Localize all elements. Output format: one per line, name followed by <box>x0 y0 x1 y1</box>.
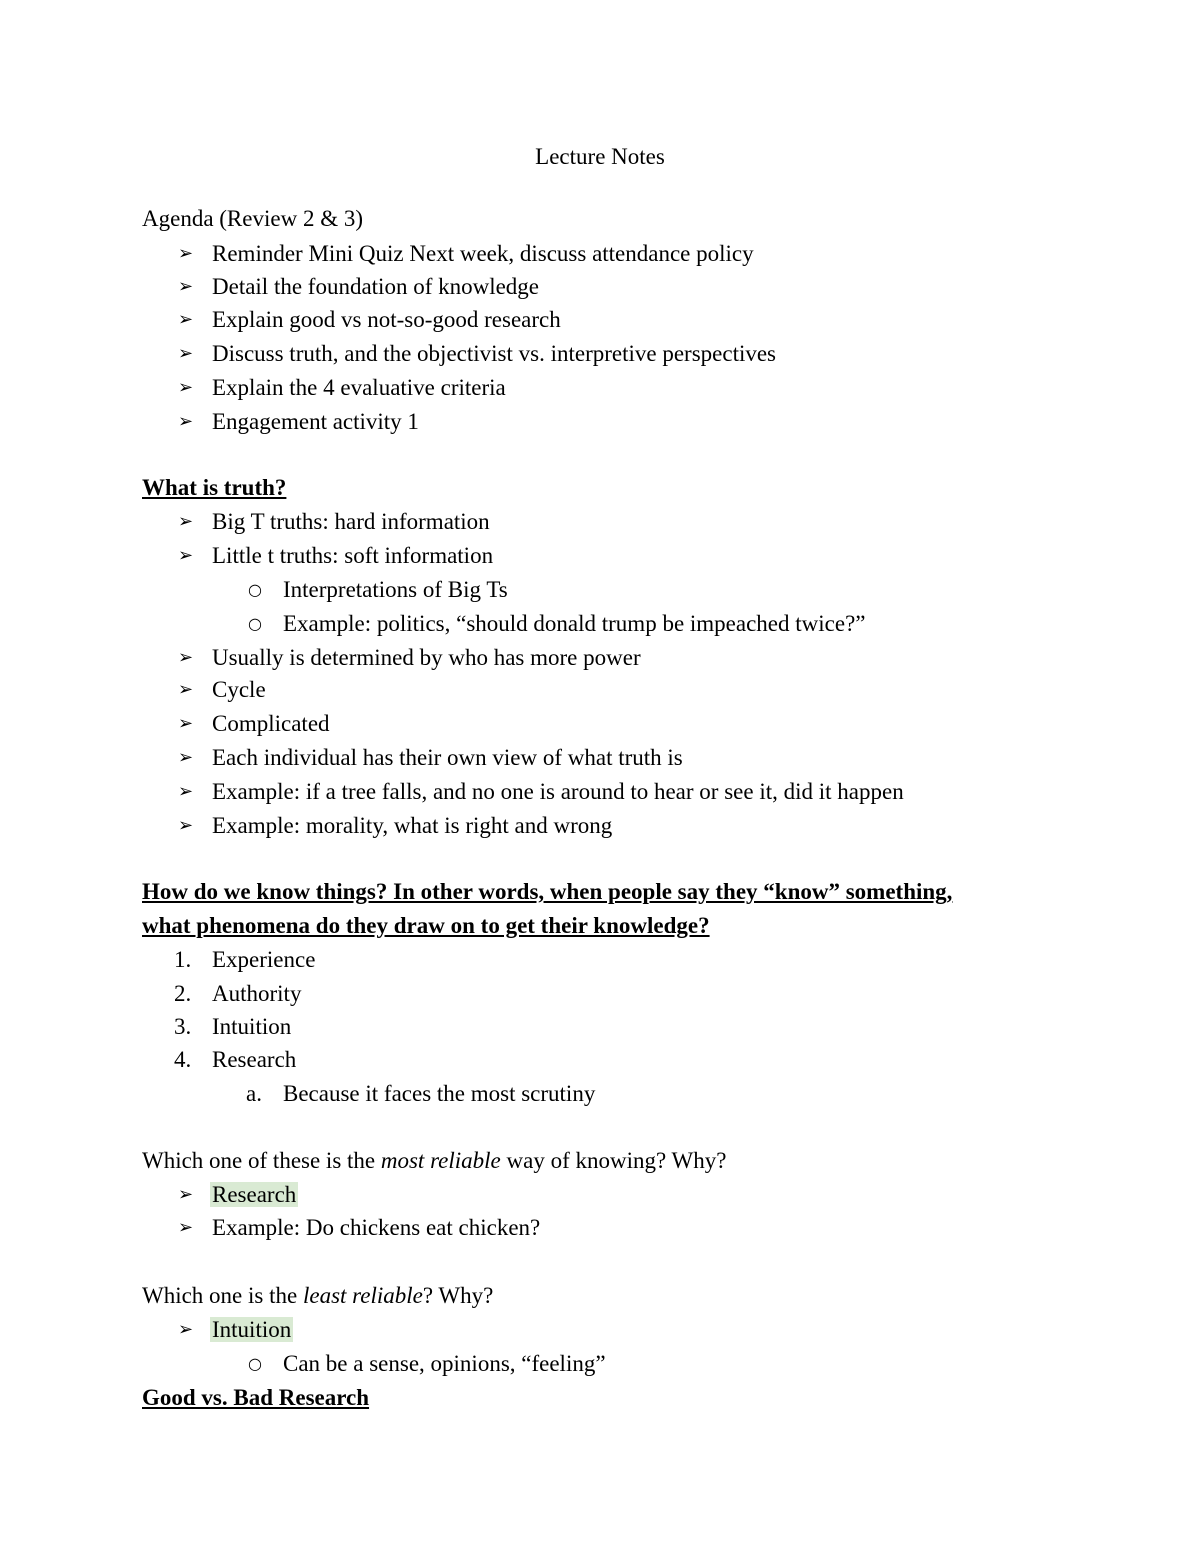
list-item: Example: morality, what is right and wrong <box>212 813 613 838</box>
arrow-bullet-icon: ➢ <box>178 545 194 566</box>
circle-bullet-icon: ○ <box>248 580 262 599</box>
question-text: Which one is the <box>142 1283 303 1308</box>
list-item: Intuition <box>212 1014 292 1039</box>
arrow-bullet-icon: ➢ <box>178 679 194 700</box>
least-reliable-question <box>142 1281 493 1311</box>
list-number: 1. <box>174 947 192 972</box>
list-item: Research <box>212 1047 297 1072</box>
list-item <box>212 1180 298 1210</box>
arrow-bullet-icon: ➢ <box>178 309 194 330</box>
highlighted-answer: Research <box>212 1182 297 1207</box>
question-text: ? Why? <box>422 1283 494 1308</box>
arrow-bullet-icon: ➢ <box>178 411 194 432</box>
list-item: Complicated <box>212 711 330 736</box>
question-emphasis: least reliable <box>302 1283 423 1308</box>
question-text: Which one of these is the <box>142 1148 381 1173</box>
arrow-bullet-icon: ➢ <box>178 377 194 398</box>
arrow-bullet-icon: ➢ <box>178 1217 194 1238</box>
knowing-heading-line2: what phenomena do they draw on to get their knowledge? <box>142 913 710 938</box>
circle-bullet-icon: ○ <box>248 1354 262 1373</box>
list-item: Authority <box>212 981 302 1006</box>
most-reliable-question <box>142 1146 726 1176</box>
list-item: Cycle <box>212 677 266 702</box>
list-item: Big T truths: hard information <box>212 509 490 534</box>
sub-list-item: Example: politics, “should donald trump be impeached twice?” <box>283 611 866 636</box>
sub-list-item: Because it faces the most scrutiny <box>283 1081 596 1106</box>
arrow-bullet-icon: ➢ <box>178 511 194 532</box>
arrow-bullet-icon: ➢ <box>178 243 194 264</box>
list-number: 4. <box>174 1047 192 1072</box>
arrow-bullet-icon: ➢ <box>178 713 194 734</box>
knowing-heading-line1: How do we know things? In other words, when people say they “know” something, <box>142 879 953 904</box>
arrow-bullet-icon: ➢ <box>178 815 194 836</box>
page-title: Lecture Notes <box>535 144 665 169</box>
sub-list-item: Interpretations of Big Ts <box>283 577 508 602</box>
list-number: 3. <box>174 1014 192 1039</box>
list-item: Engagement activity 1 <box>212 409 419 434</box>
arrow-bullet-icon: ➢ <box>178 747 194 768</box>
list-item: Usually is determined by who has more power <box>212 645 641 670</box>
truth-heading: What is truth? <box>142 475 287 500</box>
question-emphasis: most reliable <box>380 1148 501 1173</box>
list-item: Explain good vs not-so-good research <box>212 307 561 332</box>
arrow-bullet-icon: ➢ <box>178 1319 194 1340</box>
arrow-bullet-icon: ➢ <box>178 343 194 364</box>
good-bad-heading: Good vs. Bad Research <box>142 1385 370 1410</box>
list-item: Little t truths: soft information <box>212 543 494 568</box>
list-item: Reminder Mini Quiz Next week, discuss attendance policy <box>212 241 754 266</box>
list-item: Explain the 4 evaluative criteria <box>212 375 506 400</box>
arrow-bullet-icon: ➢ <box>178 276 194 297</box>
list-item <box>212 1315 293 1345</box>
sub-list-item: Can be a sense, opinions, “feeling” <box>283 1351 606 1376</box>
arrow-bullet-icon: ➢ <box>178 781 194 802</box>
list-item: Example: if a tree falls, and no one is around to hear or see it, did it happen <box>212 779 904 804</box>
agenda-heading: Agenda (Review 2 & 3) <box>142 206 363 231</box>
list-number: 2. <box>174 981 192 1006</box>
list-item: Detail the foundation of knowledge <box>212 274 540 299</box>
arrow-bullet-icon: ➢ <box>178 647 194 668</box>
question-text: way of knowing? Why? <box>500 1148 727 1173</box>
highlighted-answer: Intuition <box>212 1317 292 1342</box>
list-item: Experience <box>212 947 316 972</box>
arrow-bullet-icon: ➢ <box>178 1184 194 1205</box>
list-item: Each individual has their own view of what truth is <box>212 745 683 770</box>
circle-bullet-icon: ○ <box>248 614 262 633</box>
list-item: Discuss truth, and the objectivist vs. interpretive perspectives <box>212 341 777 366</box>
sub-list-letter: a. <box>246 1081 262 1106</box>
list-item: Example: Do chickens eat chicken? <box>212 1215 541 1240</box>
